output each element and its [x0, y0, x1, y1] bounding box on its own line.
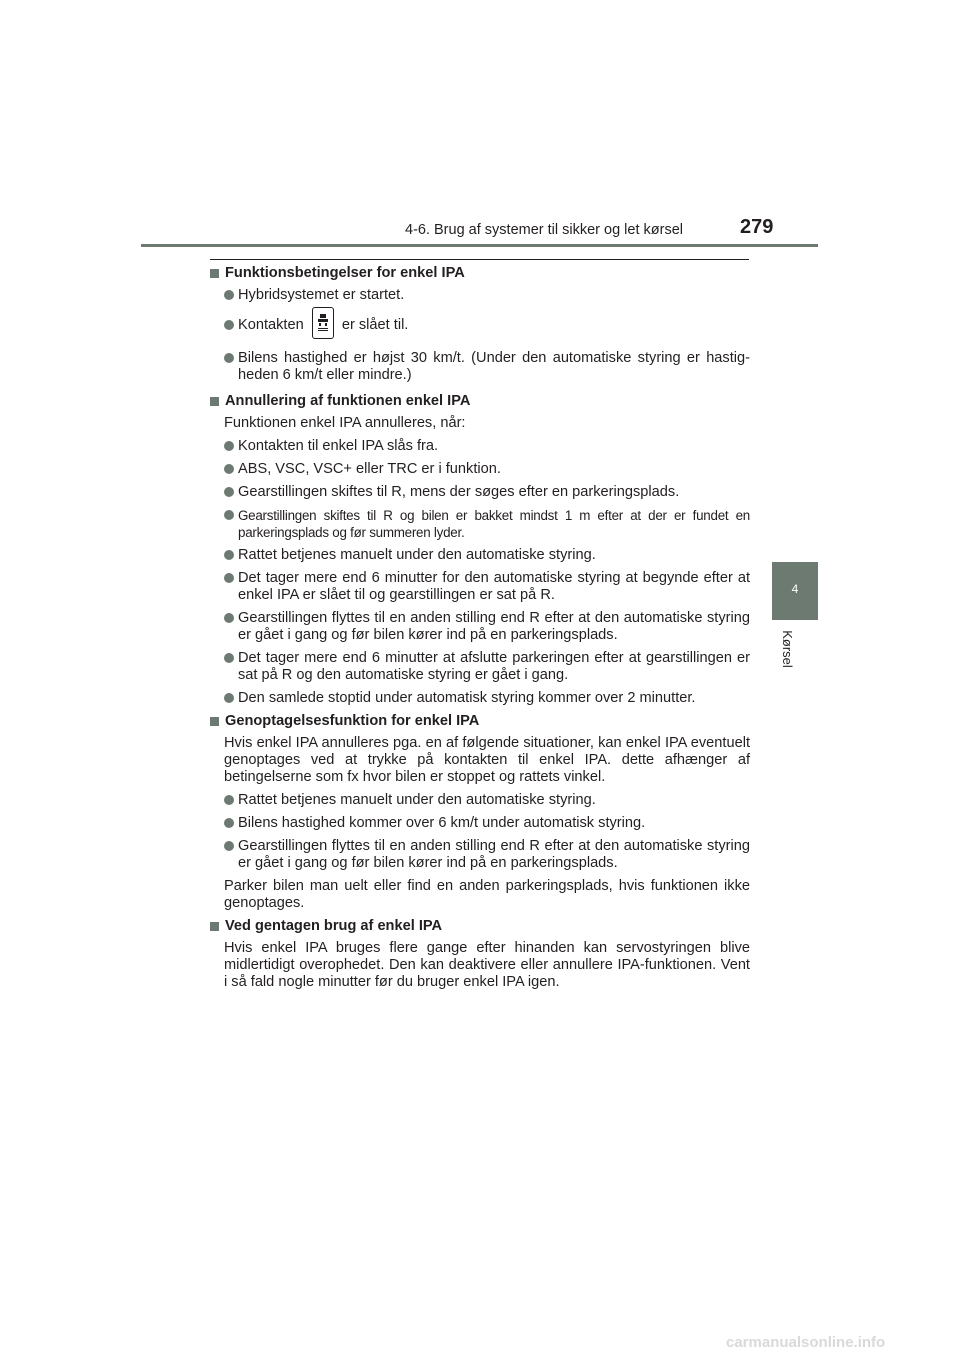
- section-intro: Funktionen enkel IPA annulleres, når:: [224, 415, 466, 432]
- list-item-text: Det tager mere end 6 minutter for den automatiske styring at begynde efter at enkel IPA er slået til og gearstillingen er sat på R.: [238, 570, 750, 604]
- list-item-text: Rattet betjenes manuelt under den automatiske styring.: [238, 792, 596, 809]
- list-item: [210, 792, 750, 809]
- list-item: [210, 287, 750, 304]
- round-bullet-icon: [224, 353, 234, 363]
- page-content: [210, 265, 750, 997]
- round-bullet-icon: [224, 510, 234, 520]
- section-intro: Hvis enkel IPA bruges flere gange efter hinanden kan servostyringen blive midlertidigt overophedet. Den kan deaktivere eller annullere IPA-funktionen. Vent i så fald nogle minutter før du bruger enkel IPA igen.: [224, 940, 750, 991]
- list-item-text: Gearstillingen flyttes til en anden stilling end R efter at den automatiske styring er gået i gang og før bilen kører ind på en parkeringsplads.: [238, 610, 750, 644]
- list-item-text: Gearstillingen flyttes til en anden stilling end R efter at den automatiske styring er gået i gang og før bilen kører ind på en parkeringsplads.: [238, 838, 750, 872]
- list-item-text: Rattet betjenes manuelt under den automatiske styring.: [238, 547, 596, 564]
- list-item: [210, 350, 750, 384]
- round-bullet-icon: [224, 320, 234, 330]
- section-heading-text: Annullering af funktionen enkel IPA: [225, 393, 471, 410]
- chapter-side-label: Kørsel: [780, 630, 795, 668]
- section-heading: [210, 713, 750, 730]
- header-rule: [141, 244, 818, 247]
- round-bullet-icon: [224, 464, 234, 474]
- list-item-text: Det tager mere end 6 minutter at afslutte parkeringen efter at gearstillingen er sat på R og den automatiske styring er gået i gang.: [238, 650, 750, 684]
- list-item-text: Gearstillingen skiftes til R, mens der søges efter en parkeringsplads.: [238, 484, 680, 501]
- round-bullet-icon: [224, 795, 234, 805]
- list-item: [210, 547, 750, 564]
- list-item: [210, 610, 750, 644]
- round-bullet-icon: [224, 441, 234, 451]
- list-item-text: Gearstillingen skiftes til R og bilen er bakket mindst 1 m efter at der er fundet en parkeringsplads og før summeren lyder.: [238, 508, 750, 541]
- section-heading: [210, 393, 750, 410]
- square-bullet-icon: [210, 397, 219, 406]
- square-bullet-icon: [210, 717, 219, 726]
- round-bullet-icon: [224, 693, 234, 703]
- section-intro: Hvis enkel IPA annulleres pga. en af følgende situationer, kan enkel IPA eventuelt genoptages ved at trykke på kontakten til enkel IPA. dette afhænger af betingelserne som fx hvor bilen er stoppet og rattets vinkel.: [224, 735, 750, 786]
- section-heading: [210, 265, 750, 282]
- section-heading: [210, 918, 750, 935]
- ipa-switch-icon: [312, 307, 334, 339]
- round-bullet-icon: [224, 818, 234, 828]
- list-item-text: er slået til.: [341, 317, 409, 333]
- watermark: [726, 1334, 946, 1350]
- section-heading-text: Genoptagelsesfunktion for enkel IPA: [225, 713, 480, 730]
- list-item: [210, 650, 750, 684]
- list-item: [210, 309, 750, 341]
- chapter-side-tab[interactable]: [772, 562, 818, 620]
- list-item-text: Kontakten til enkel IPA slås fra.: [238, 438, 439, 455]
- list-item: [210, 484, 750, 501]
- list-item: [210, 838, 750, 872]
- section-outro: Parker bilen man uelt eller find en anden parkeringsplads, hvis funktionen ikke genoptages.: [224, 878, 750, 912]
- list-item: [210, 507, 750, 541]
- round-bullet-icon: [224, 653, 234, 663]
- round-bullet-icon: [224, 487, 234, 497]
- list-item-text: Den samlede stoptid under automatisk styring kommer over 2 minutter.: [238, 690, 696, 707]
- list-item-text: Bilens hastighed kommer over 6 km/t under automatisk styring.: [238, 815, 646, 832]
- round-bullet-icon: [224, 550, 234, 560]
- square-bullet-icon: [210, 922, 219, 931]
- round-bullet-icon: [224, 841, 234, 851]
- chapter-tab-number: 4: [791, 582, 799, 596]
- list-item: [210, 690, 750, 707]
- list-item-prefix: Kontakten: [238, 317, 304, 333]
- page-number: 279: [740, 216, 774, 238]
- content-rule: [210, 259, 749, 260]
- round-bullet-icon: [224, 290, 234, 300]
- list-item-text: Bilens hastighed er højst 30 km/t. (Under den automatiske styring er hastig-heden 6 km/t eller mindre.): [238, 350, 750, 384]
- list-item: [210, 461, 750, 478]
- list-item: [210, 570, 750, 604]
- header-title: 4-6. Brug af systemer til sikker og let kørsel: [405, 222, 683, 238]
- list-item-text: Hybridsystemet er startet.: [238, 287, 405, 303]
- square-bullet-icon: [210, 269, 219, 278]
- round-bullet-icon: [224, 613, 234, 623]
- list-item: [210, 815, 750, 832]
- list-item: [210, 438, 750, 455]
- section-heading-text: Funktionsbetingelser for enkel IPA: [225, 265, 465, 281]
- round-bullet-icon: [224, 573, 234, 583]
- list-item-text: ABS, VSC, VSC+ eller TRC er i funktion.: [238, 461, 501, 478]
- section-heading-text: Ved gentagen brug af enkel IPA: [225, 918, 443, 935]
- watermark-text: carmanualsonline.info: [726, 1334, 886, 1350]
